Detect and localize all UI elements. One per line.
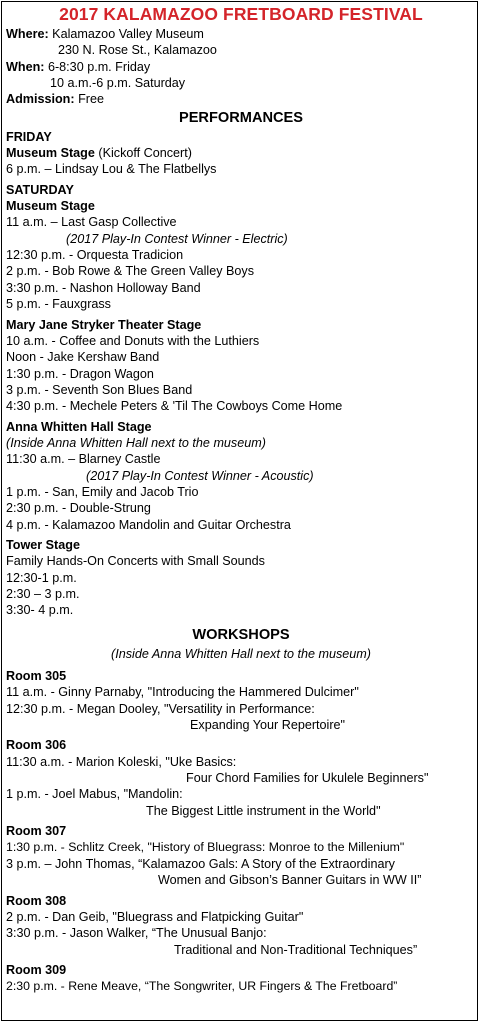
saturday-heading: SATURDAY — [6, 182, 74, 197]
whitten-stage-heading: Anna Whitten Hall Stage — [6, 419, 152, 434]
festival-flyer — [6, 4, 476, 995]
stryker-item: 4:30 p.m. - Mechele Peters & 'Til The Cowboys Come Home — [6, 399, 343, 414]
workshop-item: 3 p.m. – John Thomas, “Kalamazoo Gals: A Story of the Extraordinary — [6, 856, 395, 871]
tower-item: 12:30-1 p.m. — [6, 570, 77, 585]
room-heading: Room 307 — [6, 824, 67, 839]
when-value: 6-8:30 p.m. Friday — [44, 59, 151, 74]
tower-item: 3:30- 4 p.m. — [6, 603, 74, 618]
friday-stage-line — [6, 145, 476, 161]
workshop-item: 1 p.m. - Joel Mabus, "Mandolin: — [6, 787, 183, 802]
stryker-stage-heading: Mary Jane Stryker Theater Stage — [6, 317, 202, 332]
whitten-item: 4 p.m. - Kalamazoo Mandolin and Guitar Orchestra — [6, 517, 291, 532]
museum-item: 12:30 p.m. - Orquesta Tradicion — [6, 248, 184, 263]
workshops-heading: WORKSHOPS — [192, 626, 290, 643]
room-heading: Room 308 — [6, 893, 67, 908]
friday-stage: Museum Stage — [6, 146, 95, 161]
where-line — [6, 26, 476, 42]
address-line: 230 N. Rose St., Kalamazoo — [58, 43, 217, 58]
workshops-note: (Inside Anna Whitten Hall next to the museum) — [111, 646, 371, 661]
workshop-item: 11:30 a.m. - Marion Koleski, "Uke Basics: — [6, 754, 237, 769]
workshop-item: 2 p.m. - Dan Geib, "Bluegrass and Flatpicking Guitar" — [6, 909, 304, 924]
workshop-item-cont: Traditional and Non-Traditional Techniques” — [174, 942, 418, 957]
friday-item: 6 p.m. – Lindsay Lou & The Flatbellys — [6, 162, 217, 177]
museum-stage-heading: Museum Stage — [6, 199, 95, 214]
performances-heading: PERFORMANCES — [178, 109, 304, 126]
tower-item: 2:30 – 3 p.m. — [6, 587, 80, 601]
museum-note: (2017 Play-In Contest Winner - Electric) — [66, 231, 288, 246]
workshop-item: 12:30 p.m. - Megan Dooley, "Versatility in Performance: — [6, 701, 315, 716]
workshop-item: 1:30 p.m. - Schlitz Creek, "History of Bluegrass: Monroe to the Millenium" — [6, 840, 405, 855]
admission-line — [6, 91, 476, 107]
when-label: When: — [6, 59, 45, 74]
tower-stage-heading: Tower Stage — [6, 537, 80, 552]
workshop-item-cont: Four Chord Families for Ukulele Beginners" — [186, 771, 429, 786]
workshop-item: 3:30 p.m. - Jason Walker, “The Unusual Banjo: — [6, 926, 267, 941]
museum-item: 2 p.m. - Bob Rowe & The Green Valley Boys — [6, 264, 255, 279]
tower-item: Family Hands-On Concerts with Small Sounds — [6, 554, 265, 569]
room-heading: Room 306 — [6, 738, 67, 753]
museum-item: 11 a.m. – Last Gasp Collective — [6, 215, 177, 230]
whitten-note: (Inside Anna Whitten Hall next to the museum) — [6, 435, 266, 450]
museum-item: 5 p.m. - Fauxgrass — [6, 297, 111, 312]
when-line — [6, 59, 476, 75]
friday-stage-note: (Kickoff Concert) — [94, 146, 192, 161]
workshop-item-cont: Women and Gibson’s Banner Guitars in WW II” — [158, 873, 422, 888]
friday-heading: FRIDAY — [6, 129, 52, 144]
whitten-contest-note: (2017 Play-In Contest Winner - Acoustic) — [86, 468, 314, 483]
workshop-item-cont: Expanding Your Repertoire" — [190, 718, 346, 733]
whitten-item: 1 p.m. - San, Emily and Jacob Trio — [6, 484, 199, 499]
stryker-item: 10 a.m. - Coffee and Donuts with the Luthiers — [6, 333, 260, 348]
workshop-item: 2:30 p.m. - Rene Meave, “The Songwriter, UR Fingers & The Fretboard” — [6, 979, 398, 994]
where-label: Where: — [6, 27, 49, 41]
where-value: Kalamazoo Valley Museum — [48, 27, 204, 41]
when-line-2: 10 a.m.-6 p.m. Saturday — [50, 76, 186, 91]
festival-title: 2017 KALAMAZOO FRETBOARD FESTIVAL — [59, 4, 423, 24]
admission-value: Free — [74, 92, 104, 107]
room-heading: Room 305 — [6, 669, 67, 684]
whitten-item: 2:30 p.m. - Double-Strung — [6, 501, 151, 516]
workshop-item: 11 a.m. - Ginny Parnaby, "Introducing the Hammered Dulcimer" — [6, 685, 359, 700]
admission-label: Admission: — [6, 92, 75, 107]
whitten-item: 11:30 a.m. – Blarney Castle — [6, 452, 161, 467]
stryker-item: 3 p.m. - Seventh Son Blues Band — [6, 382, 193, 397]
workshop-item-cont: The Biggest Little instrument in the World" — [146, 803, 381, 818]
room-heading: Room 309 — [6, 962, 67, 977]
museum-item: 3:30 p.m. - Nashon Holloway Band — [6, 280, 201, 295]
stryker-item: Noon - Jake Kershaw Band — [6, 350, 160, 365]
stryker-item: 1:30 p.m. - Dragon Wagon — [6, 366, 154, 381]
